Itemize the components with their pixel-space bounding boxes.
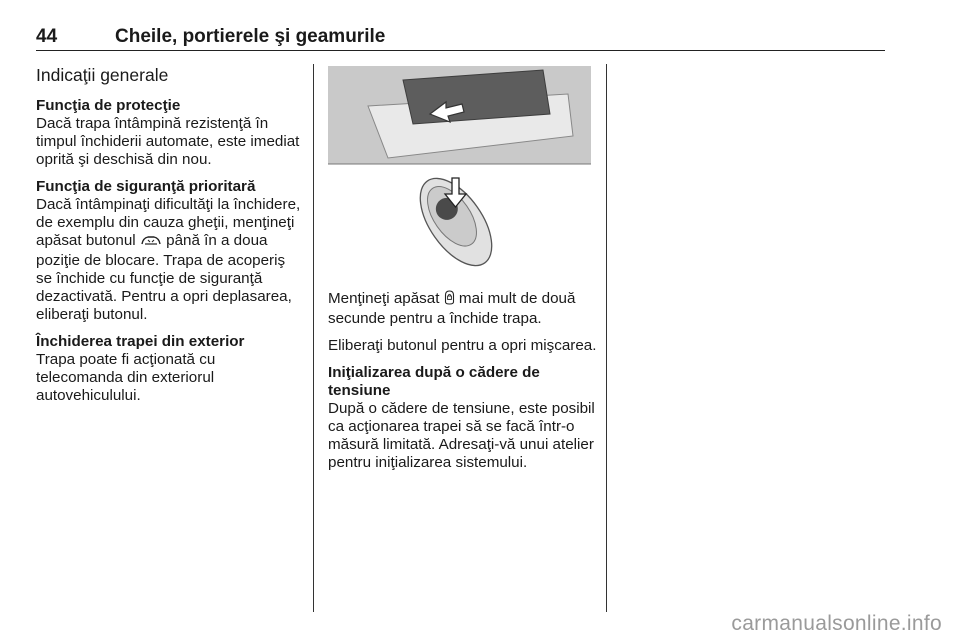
priority-safety-title: Funcţia de siguranţă prioritară	[36, 178, 256, 195]
left-column	[36, 65, 304, 414]
hold-text-a: Menţineţi apăsat	[328, 290, 440, 307]
key-lock-icon	[444, 290, 455, 310]
priority-safety-text-b: până în a doua poziţie de blocare. Trapa de acoperiş se închide cu funcţie de siguranţă dezactivată. Pentru a opri deplasarea, eliberaţi butonul.	[36, 232, 292, 323]
protection-block	[36, 97, 304, 169]
sunroof-illustration	[328, 66, 591, 276]
page-number: 44	[36, 26, 58, 47]
protection-text: Dacă trapa întâmpină rezistenţă în timpul închiderii automate, este imediat oprită şi deschisă din nou.	[36, 115, 300, 168]
watermark: carmanualsonline.info	[731, 612, 942, 635]
right-column	[328, 290, 598, 481]
release-instruction: Eliberaţi butonul pentru a opri mişcarea.	[328, 337, 597, 354]
hold-text-b: mai mult de două secunde pentru a închide trapa.	[328, 290, 576, 327]
protection-title: Funcţia de protecţie	[36, 97, 181, 114]
exterior-close-text: Trapa poate fi acţionată cu telecomanda din exteriorul autovehiculului.	[36, 351, 216, 404]
power-failure-text: După o cădere de tensiune, este posibil ca acţionarea trapei să se facă într-o măsură limitată. Adresaţi-vă unui atelier pentru iniţializarea sistemului.	[328, 400, 595, 471]
hold-instruction	[328, 290, 598, 328]
section-heading: Indicaţii generale	[36, 65, 169, 85]
power-failure-block	[328, 364, 598, 472]
page-title: Cheile, portierele şi geamurile	[115, 26, 386, 47]
priority-safety-text-a: Dacă întâmpinaţi dificultăţi la închidere, de exemplu din cauza gheţii, menţineţi apăsat butonul	[36, 196, 301, 249]
car-unlock-icon	[140, 234, 162, 252]
priority-safety-block	[36, 178, 304, 324]
column-divider-2	[606, 64, 607, 612]
column-divider-1	[313, 64, 314, 612]
exterior-close-title: Închiderea trapei din exterior	[36, 333, 245, 350]
page-header	[36, 26, 885, 51]
exterior-close-block	[36, 333, 304, 405]
power-failure-title: Iniţializarea după o cădere de tensiune	[328, 364, 540, 399]
